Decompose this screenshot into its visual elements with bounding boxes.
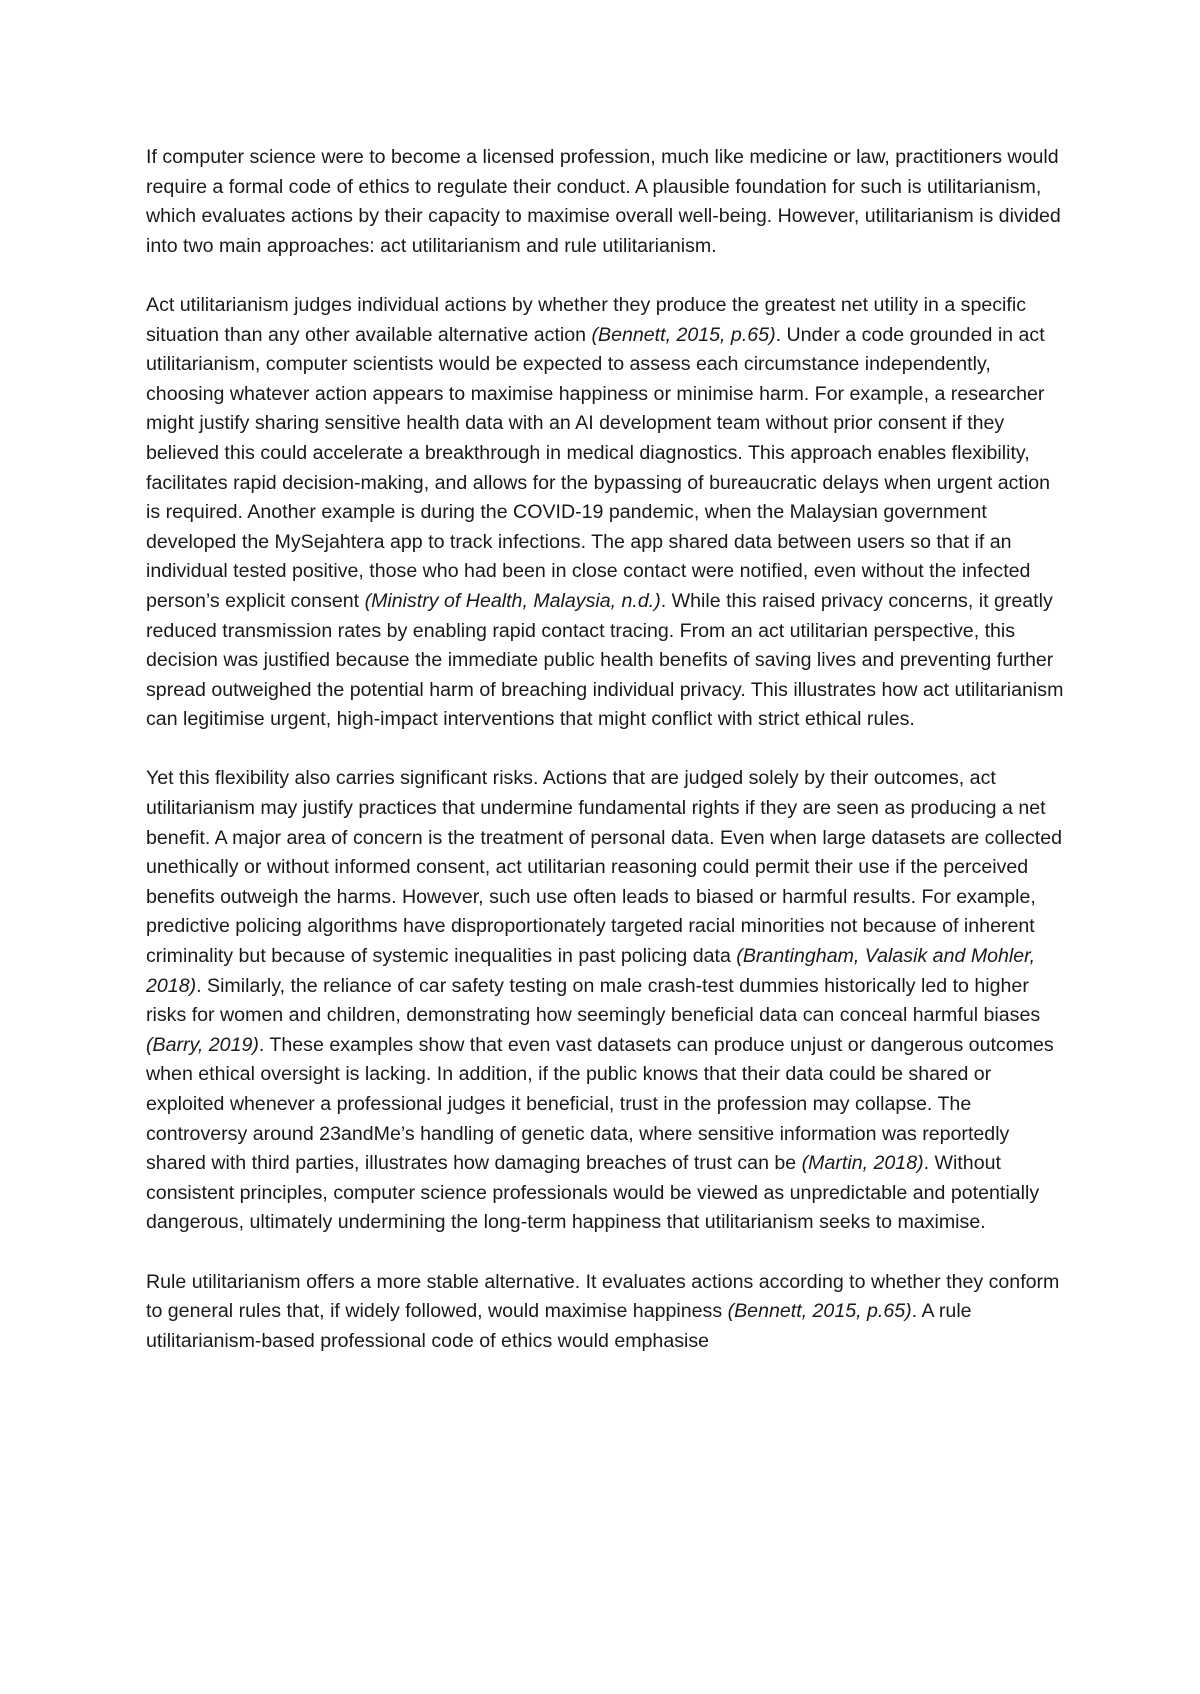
citation: (Martin, 2018) bbox=[801, 1152, 924, 1175]
text-segment: . Similarly, the reliance of car safety testing on male crash-test dummies historically led to higher risks for women and children, demonstrating how seemingly beneficial data can conceal harmful biases bbox=[146, 974, 1041, 1027]
text-segment: . Without consistent principles, computer science professionals would be viewed as unpredictable and potentially dangerous, ultimately undermining the long-term happiness that utilitarianism seeks to maximise. bbox=[146, 1152, 1040, 1234]
text-segment: . Under a code grounded in act utilitarianism, computer scientists would be expected to assess each circumstance independently, choosing whatever action appears to maximise happiness or minimise harm. For example, a researcher might justify sharing sensitive health data with an AI development team without prior consent if they believed this could accelerate a breakthrough in medical diagnostics. This approach enables flexibility, facilitates rapid decision-making, and allows for the bypassing of bureaucratic delays when urgent action is required. Another example is during the COVID-19 pandemic, when the Malaysian government developed the MySejahtera app to track infections. The app shared data between users so that if an individual tested positive, those who had been in close contact were notified, even without the infected person’s explicit consent bbox=[146, 323, 1050, 612]
text-segment: . While this raised privacy concerns, it greatly reduced transmission rates by enabling rapid contact tracing. From an act utilitarian perspective, this decision was justified because the immediate public health benefits of saving lives and preventing further spread outweighed the potential harm of breaching individual privacy. This illustrates how act utilitarianism can legitimise urgent, high-impact interventions that might conflict with strict ethical rules. bbox=[146, 589, 1064, 731]
paragraph-3 bbox=[146, 764, 1066, 1238]
text-segment: If computer science were to become a licensed profession, much like medicine or law, practitioners would require a formal code of ethics to regulate their conduct. A plausible foundation for such is utilitarianism, which evaluates actions by their capacity to maximise overall well-being. However, utilitarianism is divided into two main approaches: act utilitarianism and rule utilitarianism. bbox=[146, 146, 1061, 257]
paragraph-2 bbox=[146, 291, 1066, 735]
citation: (Barry, 2019) bbox=[146, 1033, 259, 1056]
paragraph-4 bbox=[146, 1268, 1066, 1357]
text-segment: Rule utilitarianism offers a more stable alternative. It evaluates actions according to whether they conform to general rules that, if widely followed, would maximise happiness bbox=[146, 1270, 1060, 1323]
citation: (Bennett, 2015, p.65) bbox=[727, 1300, 912, 1323]
document-body bbox=[146, 143, 1066, 1386]
paragraph-1 bbox=[146, 143, 1066, 261]
text-segment: . A rule utilitarianism-based professional code of ethics would emphasise bbox=[146, 1300, 972, 1352]
text-segment: Act utilitarianism judges individual actions by whether they produce the greatest net utility in a specific situation than any other available alternative action bbox=[146, 293, 1027, 346]
text-segment: Yet this flexibility also carries significant risks. Actions that are judged solely by their outcomes, act utilitarianism may justify practices that undermine fundamental rights if they are seen as producing a net benefit. A major area of concern is the treatment of personal data. Even when large datasets are collected unethically or without informed consent, act utilitarian reasoning could permit their use if the perceived benefits outweigh the harms. However, such use often leads to biased or harmful results. For example, predictive policing algorithms have disproportionately targeted racial minorities not because of inherent criminality but because of systemic inequalities in past policing data bbox=[146, 767, 1063, 968]
citation: (Ministry of Health, Malaysia, n.d.) bbox=[364, 589, 661, 612]
citation: (Brantingham, Valasik and Mohler, 2018) bbox=[146, 945, 1036, 997]
citation: (Bennett, 2015, p.65) bbox=[591, 323, 776, 346]
text-segment: . These examples show that even vast datasets can produce unjust or dangerous outcomes when ethical oversight is lacking. In addition, if the public knows that their data could be shared or exploited whenever a professional judges it beneficial, trust in the profession may collapse. The controversy around 23andMe’s handling of genetic data, where sensitive information was reportedly shared with third parties, illustrates how damaging breaches of trust can be bbox=[146, 1033, 1054, 1175]
